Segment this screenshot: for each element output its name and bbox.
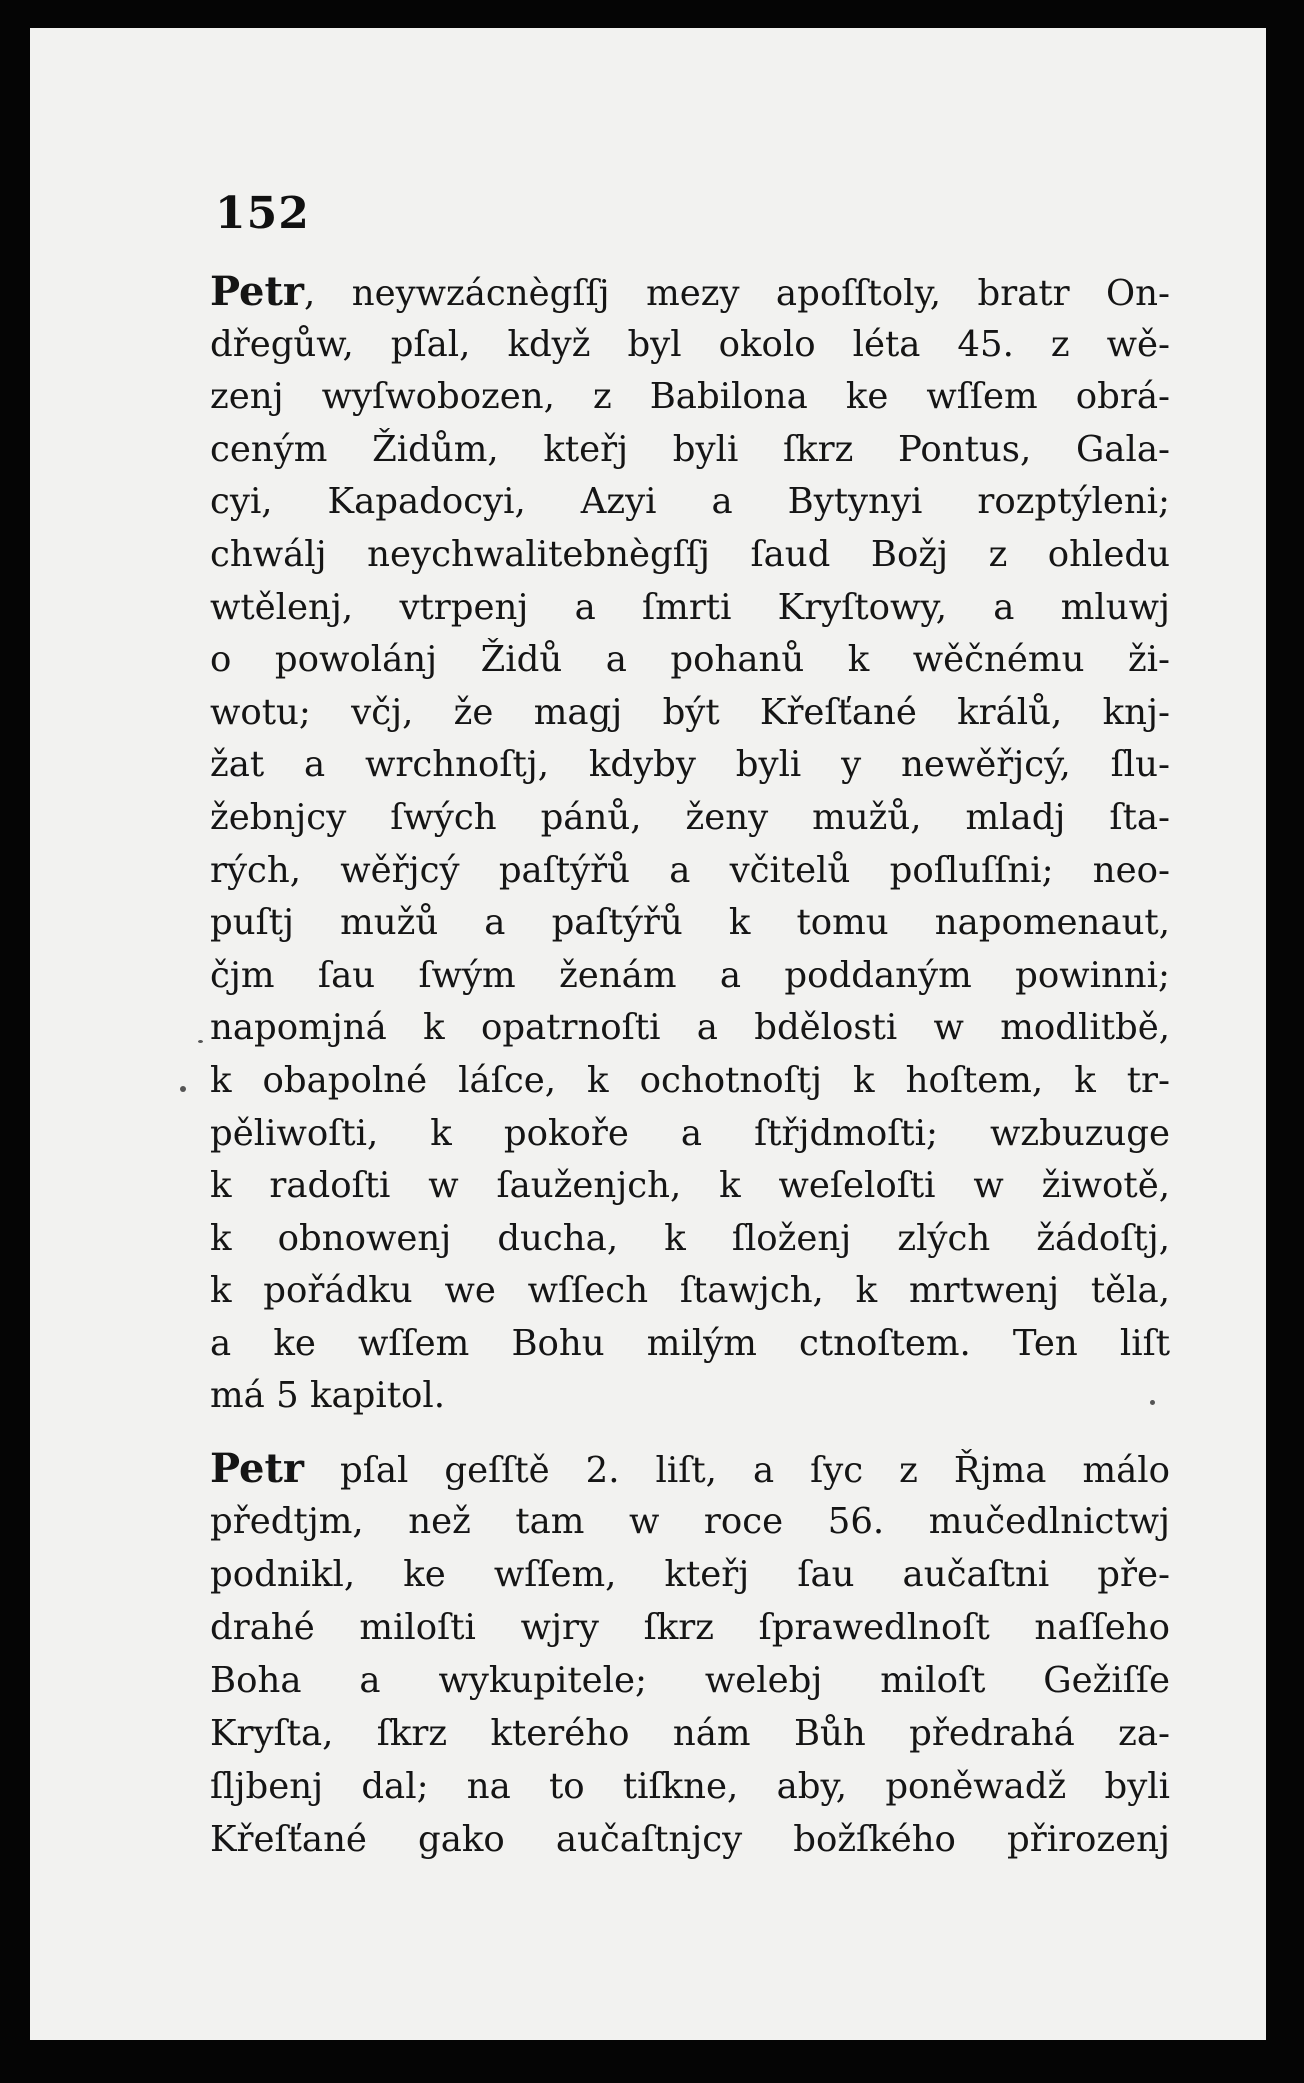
text-line: k radoſti w ſauženjch, k weſeloſti w žiwotě, xyxy=(210,1165,1170,1207)
text-line: žebnjcy ſwých pánů, ženy mužů, mladj ſta- xyxy=(210,796,1170,838)
book-page xyxy=(30,28,1266,2040)
text-line xyxy=(210,1442,1170,1495)
text-line: ſljbenj dal; na to tiſkne, aby, poněwadž byli xyxy=(210,1766,1170,1807)
text-line xyxy=(210,266,1170,319)
text-line: chwálj neychwalitebnègſſj ſaud Božj z ohledu xyxy=(210,533,1170,575)
text-line: ceným Židům, kteřj byli ſkrz Pontus, Gala- xyxy=(210,428,1170,470)
text-line: pěliwoſti, k pokoře a ſtřjdmoſti; wzbuzuge xyxy=(210,1112,1170,1154)
text-line: Kryſta, ſkrz kterého nám Bůh předrahá za- xyxy=(210,1713,1170,1754)
lead-word: Petr xyxy=(210,268,305,315)
text-line: podnikl, ke wſſem, kteřj ſau aučaſtni pře- xyxy=(210,1554,1170,1595)
text-line: k pořádku we wſſech ſtawjch, k mrtwenj těla, xyxy=(210,1270,1170,1312)
text-line: o powolánj Židů a pohanů k wěčnému ži- xyxy=(210,639,1170,681)
paragraph-second-epistle xyxy=(210,1442,1170,1866)
text-line: zenj wyſwobozen, z Babilona ke wſſem obrá- xyxy=(210,376,1170,418)
text-line: má 5 kapitol. xyxy=(210,1375,446,1417)
paper-speck xyxy=(1150,1400,1155,1405)
lead-word: Petr xyxy=(210,1445,305,1492)
page-number: 152 xyxy=(215,188,310,239)
text-line: Boha a wykupitele; welebj miloſt Gežiſſe xyxy=(210,1660,1170,1701)
text-line: předtjm, než tam w roce 56. mučedlnictwj xyxy=(210,1501,1170,1542)
text-line: dřegůw, pſal, když byl okolo léta 45. z wě- xyxy=(210,323,1170,365)
text-line: rých, wěřjcý paſtýřů a včitelů poſluſſni; neo- xyxy=(210,849,1170,891)
text-line: puſtj mužů a paſtýřů k tomu napomenaut, xyxy=(210,902,1170,944)
text-line: a ke wſſem Bohu milým ctnoſtem. Ten liſt xyxy=(210,1322,1170,1364)
text-line: žat a wrchnoſtj, kdyby byli y newěřjcý, ſlu- xyxy=(210,744,1170,786)
text-line: Křeſťané gako aučaſtnjcy božſkého přirozenj xyxy=(210,1819,1170,1860)
text-line: k obapolné láſce, k ochotnoſtj k hoſtem, k tr- xyxy=(210,1059,1170,1101)
text-line: čjm ſau ſwým ženám a poddaným powinni; xyxy=(210,954,1170,996)
paper-speck xyxy=(198,1040,203,1043)
text-line: wotu; včj, že magj být Křeſťané králů, knj- xyxy=(210,691,1170,733)
text-line: drahé miloſti wjry ſkrz ſprawedlnoſt naſſeho xyxy=(210,1607,1170,1648)
line-rest: pſal geſſtě 2. liſt, a ſyc z Řjma málo xyxy=(304,1450,1170,1491)
text-line: wtělenj, vtrpenj a ſmrti Kryſtowy, a mluwj xyxy=(210,586,1170,628)
paper-speck xyxy=(180,1086,186,1092)
line-rest: , neywzácnègſſj mezy apoſſtoly, bratr On- xyxy=(304,273,1170,314)
paragraph-first-epistle xyxy=(210,266,1170,1423)
text-line: cyi, Kapadocyi, Azyi a Bytynyi rozptýleni; xyxy=(210,481,1170,523)
text-line: napomjná k opatrnoſti a bdělosti w modlitbě, xyxy=(210,1007,1170,1049)
text-line: k obnowenj ducha, k ſloženj zlých žádoſtj, xyxy=(210,1217,1170,1259)
